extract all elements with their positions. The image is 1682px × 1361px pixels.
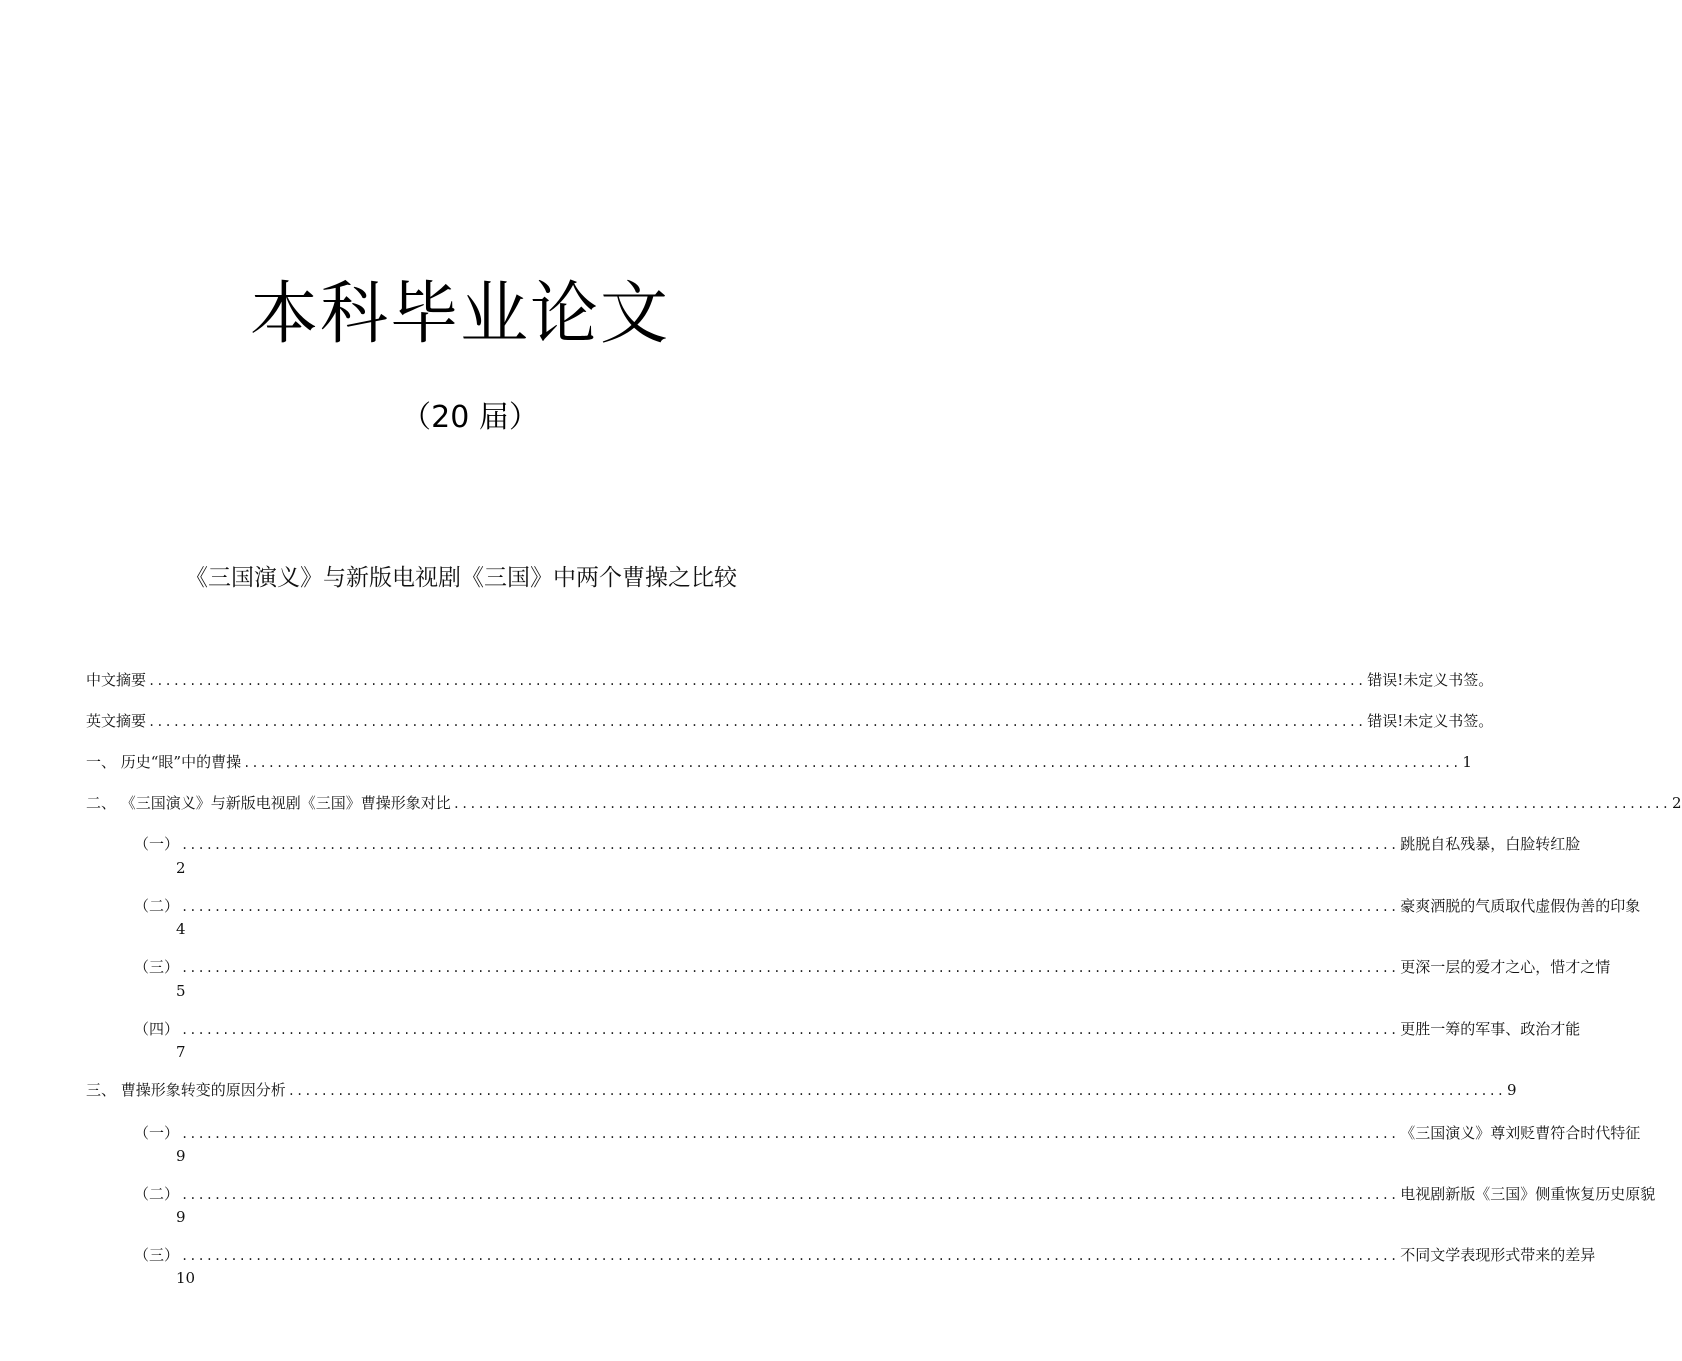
toc-entry-label: （二）: [134, 1185, 180, 1203]
toc-entry-section-3[interactable]: [86, 1079, 1517, 1102]
toc-entry-title: 更胜一筹的军事、政治才能: [1400, 1020, 1581, 1038]
toc-entry-section-3-3[interactable]: [134, 1244, 1596, 1267]
toc-dot-leader: ....................................................................................................................................................: [243, 756, 1461, 770]
toc-entry-section-2[interactable]: [86, 792, 1682, 815]
toc-entry-page-ref: 错误!未定义书签。: [1367, 671, 1494, 689]
toc-entry-section-2-4[interactable]: [134, 1018, 1581, 1041]
toc-entry-label: 中文摘要: [86, 671, 147, 689]
toc-entry-section-2-2[interactable]: [134, 895, 1641, 918]
toc-entry-title: 电视剧新版《三国》侧重恢复历史原貌: [1400, 1185, 1656, 1203]
toc-dot-leader: ....................................................................................................................................................: [287, 1084, 1506, 1098]
toc-dot-leader: ....................................................................................................................................................: [181, 838, 1399, 852]
toc-dot-leader: ....................................................................................................................................................: [181, 961, 1399, 975]
toc-entry-label: 英文摘要: [86, 712, 147, 730]
main-title: 本科毕业论文: [249, 275, 670, 354]
toc-entry-section-2-1[interactable]: [134, 833, 1581, 856]
toc-entry-page-number: 9: [176, 1147, 186, 1165]
toc-entry-page-number: 2: [1672, 794, 1682, 812]
toc-dot-leader: ....................................................................................................................................................: [181, 1249, 1399, 1263]
toc-entry-title: 跳脱自私残暴，白脸转红脸: [1400, 835, 1581, 853]
toc-entry-label: （一）: [134, 1124, 180, 1142]
toc-dot-leader: ....................................................................................................................................................: [452, 797, 1671, 811]
toc-dot-leader: ....................................................................................................................................................: [181, 1188, 1399, 1202]
toc-entry-page-number: 1: [1462, 753, 1472, 771]
toc-entry-label: （三）: [134, 958, 180, 976]
toc-dot-leader: ....................................................................................................................................................: [181, 900, 1399, 914]
graduation-year: （20 届）: [401, 400, 539, 435]
toc-entry-section-2-3[interactable]: [134, 956, 1611, 979]
toc-entry-section-3-2[interactable]: [134, 1183, 1656, 1206]
toc-entry-title: 不同文学表现形式带来的差异: [1400, 1246, 1596, 1264]
toc-dot-leader: ....................................................................................................................................................: [148, 715, 1366, 729]
toc-entry-label: 一、 历史“眼”中的曹操: [86, 753, 242, 771]
toc-entry-section-3-1[interactable]: [134, 1122, 1641, 1145]
toc-entry-title: 更深一层的爱才之心，惜才之情: [1400, 958, 1611, 976]
toc-entry-page-number: 7: [176, 1043, 186, 1061]
toc-entry-page-number: 10: [176, 1269, 196, 1287]
toc-entry-label: 三、 曹操形象转变的原因分析: [86, 1081, 286, 1099]
toc-entry-label: （二）: [134, 897, 180, 915]
toc-entry-page-number: 9: [176, 1208, 186, 1226]
toc-entry-english-abstract[interactable]: [86, 710, 1494, 733]
toc-entry-section-1[interactable]: [86, 751, 1472, 774]
toc-dot-leader: ....................................................................................................................................................: [181, 1127, 1399, 1141]
toc-entry-title: 《三国演义》尊刘贬曹符合时代特征: [1400, 1124, 1641, 1142]
toc-entry-page-number: 4: [176, 920, 186, 938]
toc-entry-chinese-abstract[interactable]: [86, 669, 1494, 692]
toc-entry-label: （三）: [134, 1246, 180, 1264]
toc-entry-label: 二、 《三国演义》与新版电视剧《三国》曹操形象对比: [86, 794, 451, 812]
toc-entry-page-number: 9: [1507, 1081, 1517, 1099]
toc-entry-title: 豪爽洒脱的气质取代虚假伪善的印象: [1400, 897, 1641, 915]
toc-dot-leader: ....................................................................................................................................................: [181, 1023, 1399, 1037]
toc-dot-leader: ....................................................................................................................................................: [148, 674, 1366, 688]
toc-entry-page-number: 5: [176, 982, 186, 1000]
thesis-title: 《三国演义》与新版电视剧《三国》中两个曹操之比较: [185, 565, 737, 591]
toc-entry-label: （一）: [134, 835, 180, 853]
toc-entry-page-ref: 错误!未定义书签。: [1367, 712, 1494, 730]
toc-entry-label: （四）: [134, 1020, 180, 1038]
toc-entry-page-number: 2: [176, 859, 186, 877]
